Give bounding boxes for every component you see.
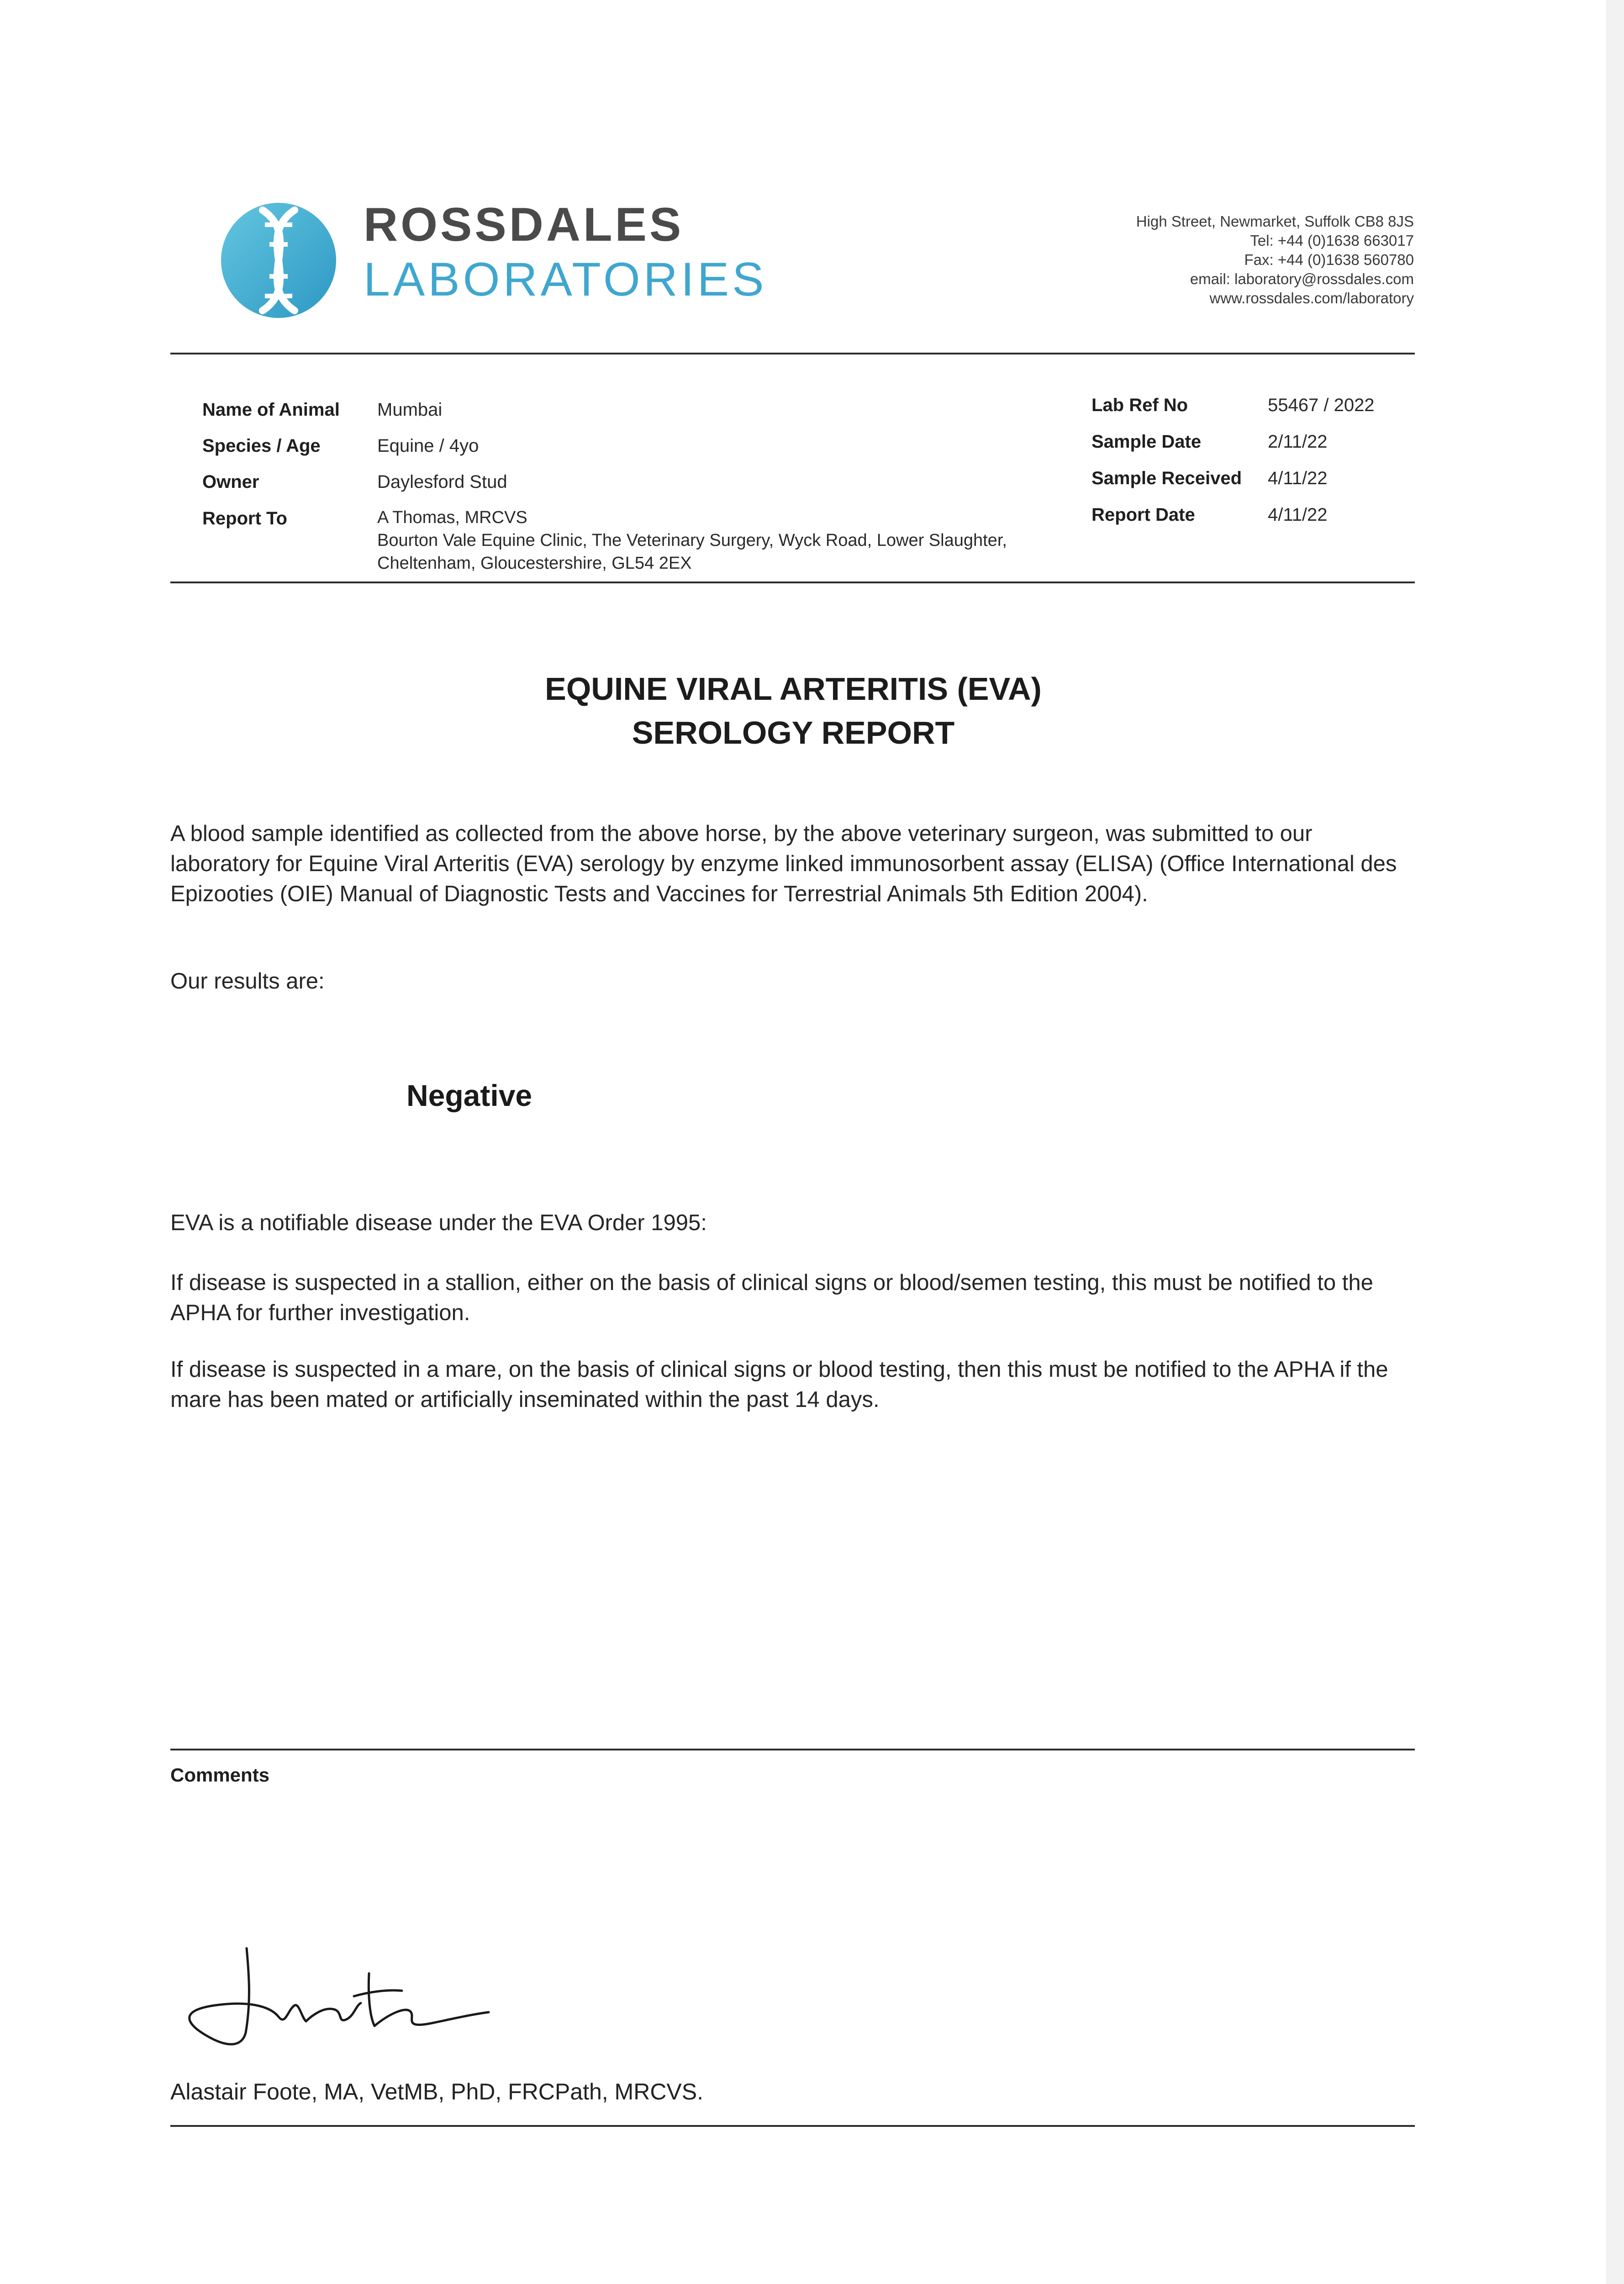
sample-received-value: 4/11/22 (1268, 468, 1328, 488)
sample-date-label: Sample Date (1091, 432, 1202, 452)
report-title-line1: EQUINE VIRAL ARTERITIS (EVA) (545, 671, 1042, 707)
signatory-name: Alastair Foote, MA, VetMB, PhD, FRCPath, MRCVS. (170, 2079, 704, 2104)
signature-image (174, 1937, 502, 2056)
brand-name-line2: LABORATORIES (364, 253, 767, 306)
report-date-label: Report Date (1091, 505, 1195, 525)
report-to-address-line1: Bourton Vale Equine Clinic, The Veterinary Surgery, Wyck Road, Lower Slaughter, (377, 531, 1007, 550)
report-to-label: Report To (202, 508, 287, 529)
header-divider (170, 353, 1415, 354)
sample-date-value: 2/11/22 (1268, 432, 1328, 452)
lab-address-block (1003, 212, 1414, 308)
report-title-line2: SEROLOGY REPORT (632, 715, 955, 751)
address-website[interactable]: www.rossdales.com/laboratory (1209, 290, 1414, 307)
lab-ref-value: 55467 / 2022 (1268, 395, 1375, 415)
brand-name-line1: ROSSDALES (364, 198, 684, 251)
info-divider (170, 582, 1415, 583)
dna-logo-icon (219, 201, 338, 320)
address-email[interactable]: email: laboratory@rossdales.com (1190, 270, 1414, 287)
notifiable-statement: EVA is a notifiable disease under the EVA Order 1995: (170, 1211, 707, 1235)
name-of-animal-label: Name of Animal (202, 400, 340, 420)
stallion-note: If disease is suspected in a stallion, either on the basis of clinical signs or blood/semen testing, this must be notified to the APHA for further investigation. (170, 1270, 1373, 1325)
footer-divider (170, 2125, 1415, 2127)
report-to-value (377, 506, 1007, 575)
species-age-label: Species / Age (202, 436, 321, 456)
sample-received-label: Sample Received (1091, 468, 1242, 488)
address-street: High Street, Newmarket, Suffolk CB8 8JS (1136, 213, 1414, 230)
owner-value: Daylesford Stud (377, 472, 507, 492)
comments-divider (170, 1749, 1415, 1750)
report-to-address-line2: Cheltenham, Gloucestershire, GL54 2EX (377, 554, 692, 573)
results-intro: Our results are: (170, 969, 325, 994)
comments-label: Comments (170, 1764, 270, 1786)
result-value: Negative (406, 1079, 533, 1112)
report-title (0, 667, 1587, 755)
owner-label: Owner (202, 472, 259, 492)
species-age-value: Equine / 4yo (377, 436, 479, 456)
intro-paragraph: A blood sample identified as collected from the above horse, by the above veterinary surgeon, was submitted to our laboratory for Equine Viral Arteritis (EVA) serology by enzyme linked immunosorbent assay (ELISA) (Office International des Epizooties (OIE) Manual of Diagnostic Tests and Vaccines for Terrestrial Animals 5th Edition 2004). (170, 821, 1397, 906)
name-of-animal-value: Mumbai (377, 400, 443, 420)
report-to-vet: A Thomas, MRCVS (377, 508, 527, 527)
report-date-value: 4/11/22 (1268, 505, 1328, 525)
page-edge-shadow (1606, 0, 1624, 2284)
mare-note: If disease is suspected in a mare, on the basis of clinical signs or blood testing, then this must be notified to the APHA if the mare has been mated or artificially inseminated within the past 14 days. (170, 1357, 1388, 1412)
lab-ref-label: Lab Ref No (1091, 395, 1188, 415)
address-tel: Tel: +44 (0)1638 663017 (1250, 232, 1414, 249)
address-fax: Fax: +44 (0)1638 560780 (1244, 251, 1414, 268)
